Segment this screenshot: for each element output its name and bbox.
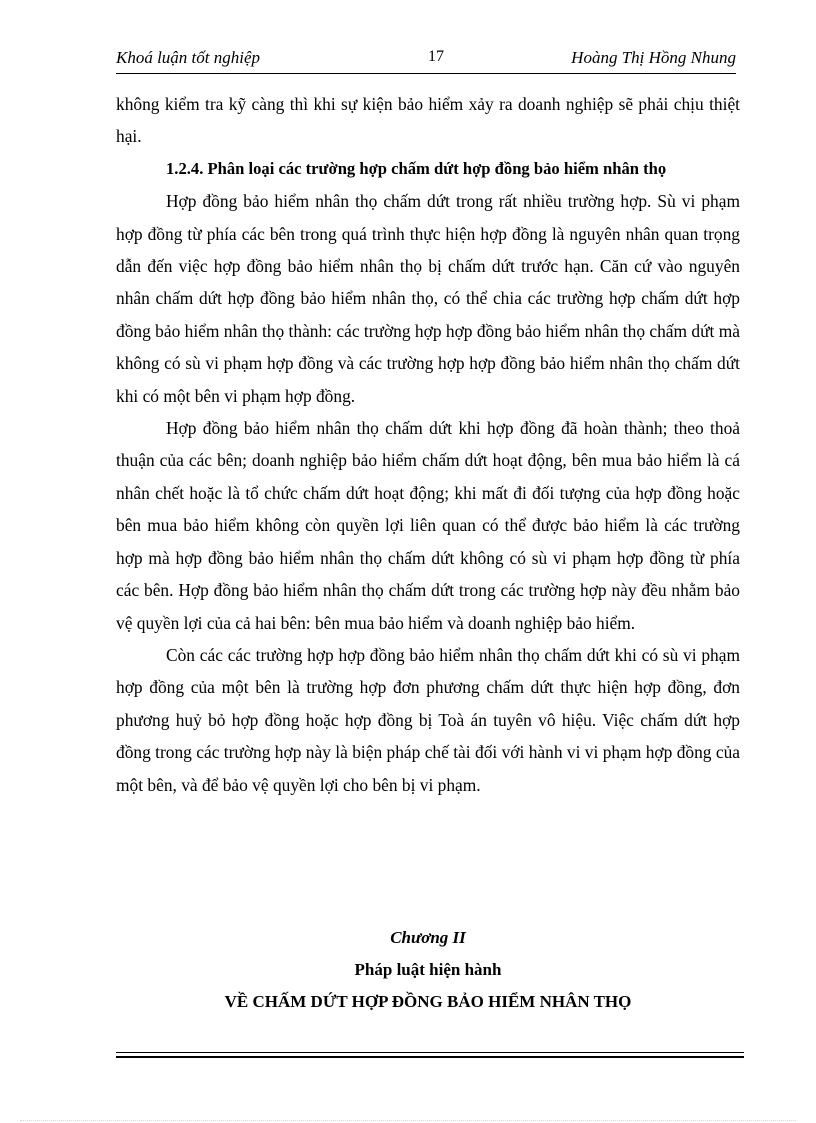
paragraph: Hợp đồng bảo hiểm nhân thọ chấm dứt trong rất nhiều trường hợp. Sù vi phạm hợp đồng từ phía các bên trong quá trình thực hiện hợp đồng là nguyên nhân quan trọng dẫn đến việc hợp đồng bảo hiểm nhân thọ bị chấm dứt trước hạn. Căn cứ vào nguyên nhân chấm dứt hợp đồng bảo hiểm nhân thọ, có thể chia các trường hợp chấm dứt hợp đồng bảo hiểm nhân thọ thành: các trường hợp hợp đồng bảo hiểm nhân thọ chấm dứt mà không có sù vi phạm hợp đồng và các trường hợp hợp đồng bảo hiểm nhân thọ chấm dứt khi có một bên vi phạm hợp đồng.: [116, 191, 740, 406]
page-header: [116, 48, 736, 72]
chapter-heading: [116, 922, 740, 1018]
page-edge-dotted-line: [20, 1120, 796, 1121]
page-body: [116, 88, 740, 801]
chapter-subtitle: Pháp luật hiện hành: [354, 960, 502, 979]
chapter-label: Chương II: [390, 928, 466, 947]
page-number: 17: [428, 48, 444, 65]
footer-divider-thick: [116, 1056, 744, 1058]
header-thesis-label: Khoá luận tốt nghiệp: [116, 48, 261, 67]
paragraph-continuation: không kiểm tra kỹ càng thì khi sự kiện bảo hiểm xảy ra doanh nghiệp sẽ phải chịu thiệt hại.: [116, 94, 740, 147]
section-heading: 1.2.4. Phân loại các trường hợp chấm dứt hợp đồng bảo hiểm nhân thọ: [166, 158, 667, 178]
paragraph: Hợp đồng bảo hiểm nhân thọ chấm dứt khi hợp đồng đã hoàn thành; theo thoả thuận của các bên; doanh nghiệp bảo hiểm chấm dứt hoạt động, bên mua bảo hiểm là cá nhân chết hoặc là tổ chức chấm dứt hoạt động; khi mất đi đối tượng của hợp đồng hoặc bên mua bảo hiểm không còn quyền lợi liên quan có thể được bảo hiểm là các trường hợp mà hợp đồng bảo hiểm nhân thọ chấm dứt không có sù vi phạm hợp đồng từ phía các bên. Hợp đồng bảo hiểm nhân thọ chấm dứt trong các trường hợp này đều nhằm bảo vệ quyền lợi của cả hai bên: bên mua bảo hiểm và doanh nghiệp bảo hiểm.: [116, 418, 740, 633]
header-author-name: Hoàng Thị Hồng Nhung: [571, 48, 736, 67]
chapter-title: VỀ CHẤM DỨT HỢP ĐỒNG BẢO HIỂM NHÂN THỌ: [224, 992, 632, 1011]
header-divider: [116, 73, 736, 74]
footer-divider-thin: [116, 1052, 744, 1053]
paragraph: Còn các các trường hợp hợp đồng bảo hiểm nhân thọ chấm dứt khi có sù vi phạm hợp đồng của một bên là trường hợp đơn phương chấm dứt thực hiện hợp đồng, đơn phương huỷ bỏ hợp đồng hoặc hợp đồng bị Toà án tuyên vô hiệu. Việc chấm dứt hợp đồng trong các trường hợp này là biện pháp chế tài đối với hành vi vi phạm hợp đồng của một bên, và để bảo vệ quyền lợi cho bên bị vi phạm.: [116, 644, 740, 795]
